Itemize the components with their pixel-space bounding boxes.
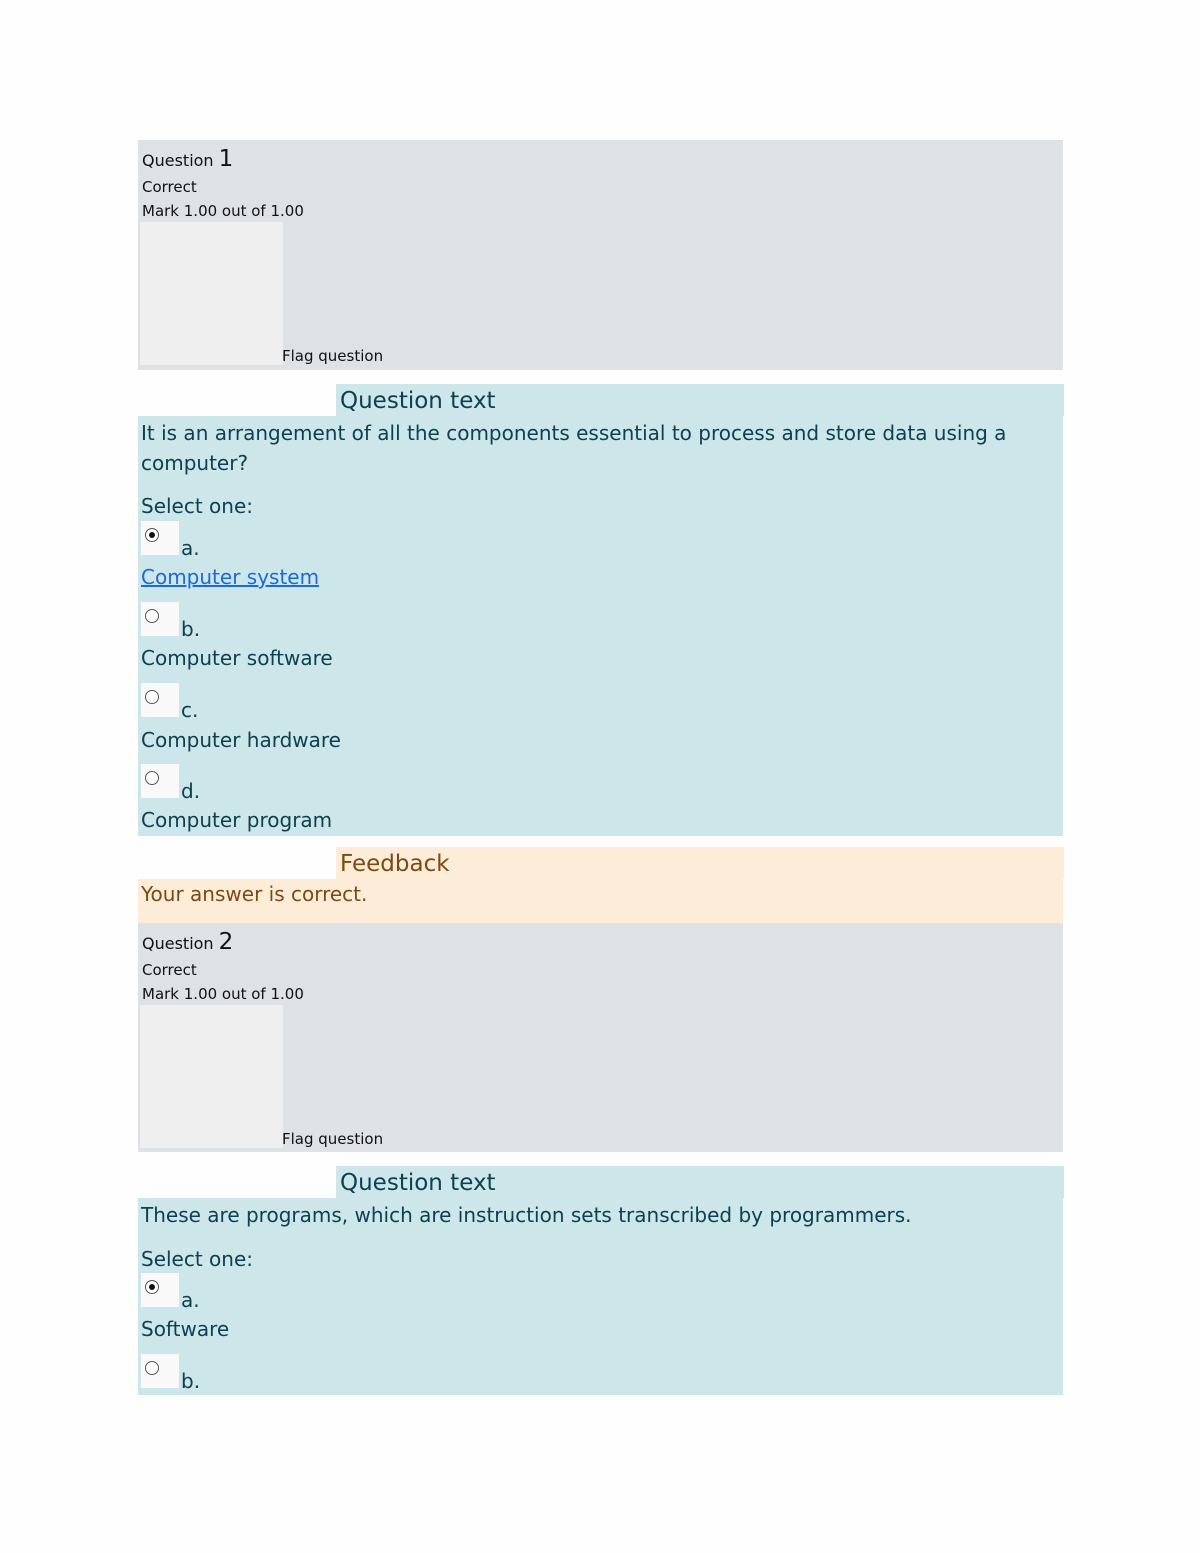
question-1-state: Correct [142,178,197,196]
question-1-prompt: Select one: [141,494,254,518]
radio-checked-icon [145,528,159,542]
question-2-option-b-letter: b. [181,1369,201,1393]
question-1-option-b-radio[interactable] [141,602,179,636]
question-1-text: It is an arrangement of all the components essential to process and store data using a computer? [141,421,1007,475]
question-1-grade: Mark 1.00 out of 1.00 [142,202,304,220]
question-1-option-a-answer[interactable]: Computer system [141,565,320,589]
question-1-option-d-answer[interactable]: Computer program [141,808,333,832]
question-2-flag-button[interactable]: Flag question [282,1130,384,1148]
question-1-info [138,140,1063,370]
question-2-state: Correct [142,961,197,979]
question-2-number: Question 2 [142,929,234,955]
question-2-prompt: Select one: [141,1247,254,1271]
question-2-section-title: Question text [336,1166,1064,1198]
question-1-flag-icon[interactable] [140,222,283,365]
radio-icon [145,771,159,785]
question-1-option-c-radio[interactable] [141,683,179,717]
feedback-title: Feedback [336,847,1064,879]
question-1-section-title: Question text [336,384,1064,416]
radio-icon [145,690,159,704]
feedback-text: Your answer is correct. [141,882,368,906]
question-2-flag-icon[interactable] [140,1005,283,1148]
question-1-flag-button[interactable]: Flag question [282,347,384,365]
question-1-number: Question 1 [142,146,234,172]
question-1-option-a-radio[interactable] [141,521,179,555]
question-number-value: 1 [218,146,234,172]
question-1-option-d-radio[interactable] [141,764,179,798]
question-number-value: 2 [218,929,234,955]
question-1-option-a-letter: a. [181,536,200,560]
radio-checked-icon [145,1280,159,1294]
radio-icon [145,609,159,623]
question-1-option-c-letter: c. [181,698,199,722]
question-2-option-a-radio[interactable] [141,1273,179,1307]
question-2-info [138,923,1063,1152]
question-2-text: These are programs, which are instruction sets transcribed by programmers. [141,1203,912,1227]
question-1-content [138,416,1063,836]
question-2-option-a-letter: a. [181,1288,200,1312]
question-2-option-b-radio[interactable] [141,1354,179,1388]
question-1-option-b-letter: b. [181,617,201,641]
radio-icon [145,1361,159,1375]
question-1-option-d-letter: d. [181,779,201,803]
question-2-grade: Mark 1.00 out of 1.00 [142,985,304,1003]
question-1-option-b-answer[interactable]: Computer software [141,646,333,670]
question-1-option-c-answer[interactable]: Computer hardware [141,728,341,752]
question-2-option-a-answer[interactable]: Software [141,1317,230,1341]
